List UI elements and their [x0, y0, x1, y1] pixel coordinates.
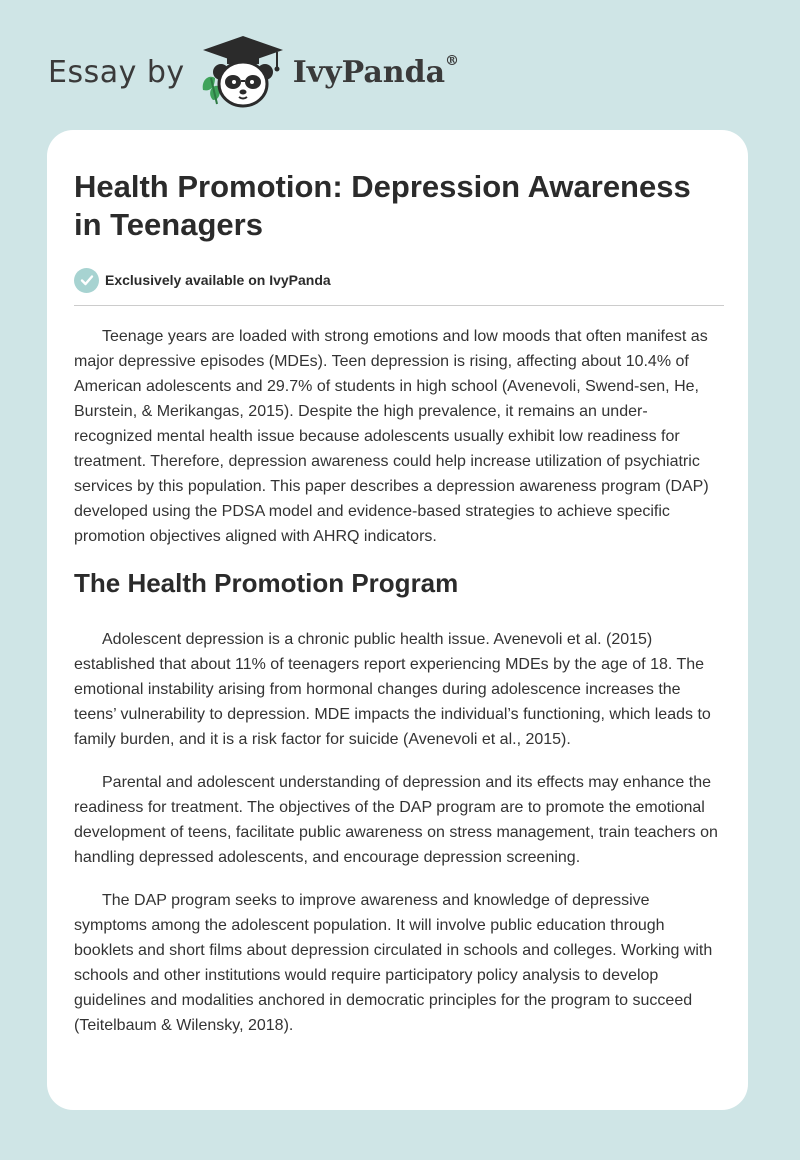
- article-title: Health Promotion: Depression Awareness in Teenagers: [74, 169, 691, 242]
- divider: [74, 305, 724, 306]
- article-content: [74, 168, 724, 1056]
- essay-by-label: Essay by: [48, 54, 185, 90]
- exclusive-label: Exclusively available on IvyPanda: [105, 272, 331, 288]
- section-paragraph-1: Adolescent depression is a chronic public health issue. Avenevoli et al. (2015) established that about 11% of teenagers report experiencing MDEs by the age of 18. The emotional instability arising from hormonal changes during adolescence increases the teens’ vulnerability to depression. MDE impacts the individual’s functioning, which leads to family burden, and it is a risk factor for suicide (Avenevoli et al., 2015).: [74, 631, 711, 748]
- brand-name[interactable]: [292, 52, 460, 90]
- exclusive-badge: [74, 266, 724, 294]
- check-circle-icon: [74, 268, 99, 293]
- section-paragraph-2: Parental and adolescent understanding of depression and its effects may enhance the readiness for treatment. The objectives of the DAP program are to promote the emotional development of teens, facilitate public awareness on stress management, train teachers on handling depressed adolescents, and encourage depression screening.: [74, 774, 718, 866]
- panda-logo-icon[interactable]: [199, 34, 287, 110]
- section-paragraph-3: The DAP program seeks to improve awareness and knowledge of depressive symptoms among the adolescent population. It will involve public education through booklets and short films about depression circulated in schools and colleges. Working with schools and other institutions would require participatory policy analysis to develop guidelines and modalities anchored in democratic principles for the program to succeed (Teitelbaum & Wilensky, 2018).: [74, 892, 713, 1034]
- intro-paragraph: Teenage years are loaded with strong emotions and low moods that often manifest as major depressive episodes (MDEs). Teen depression is rising, affecting about 10.4% of American adolescents and 29.7% of students in high school (Avenevoli, Swend-sen, He, Burstein, & Merikangas, 2015). Despite the high prevalence, it remains an under-recognized mental health issue because adolescents usually exhibit low readiness for treatment. Therefore, depression awareness could help increase utilization of psychiatric services by this population. This paper describes a depression awareness program (DAP) developed using the PDSA model and evidence-based strategies to achieve specific promotion objectives aligned with AHRQ indicators.: [74, 328, 709, 545]
- article-card: [47, 130, 748, 1110]
- trademark-symbol: ®: [445, 52, 460, 69]
- section-heading: The Health Promotion Program: [74, 568, 459, 598]
- site-header: [48, 34, 459, 110]
- brand-text: IvyPanda: [292, 54, 446, 90]
